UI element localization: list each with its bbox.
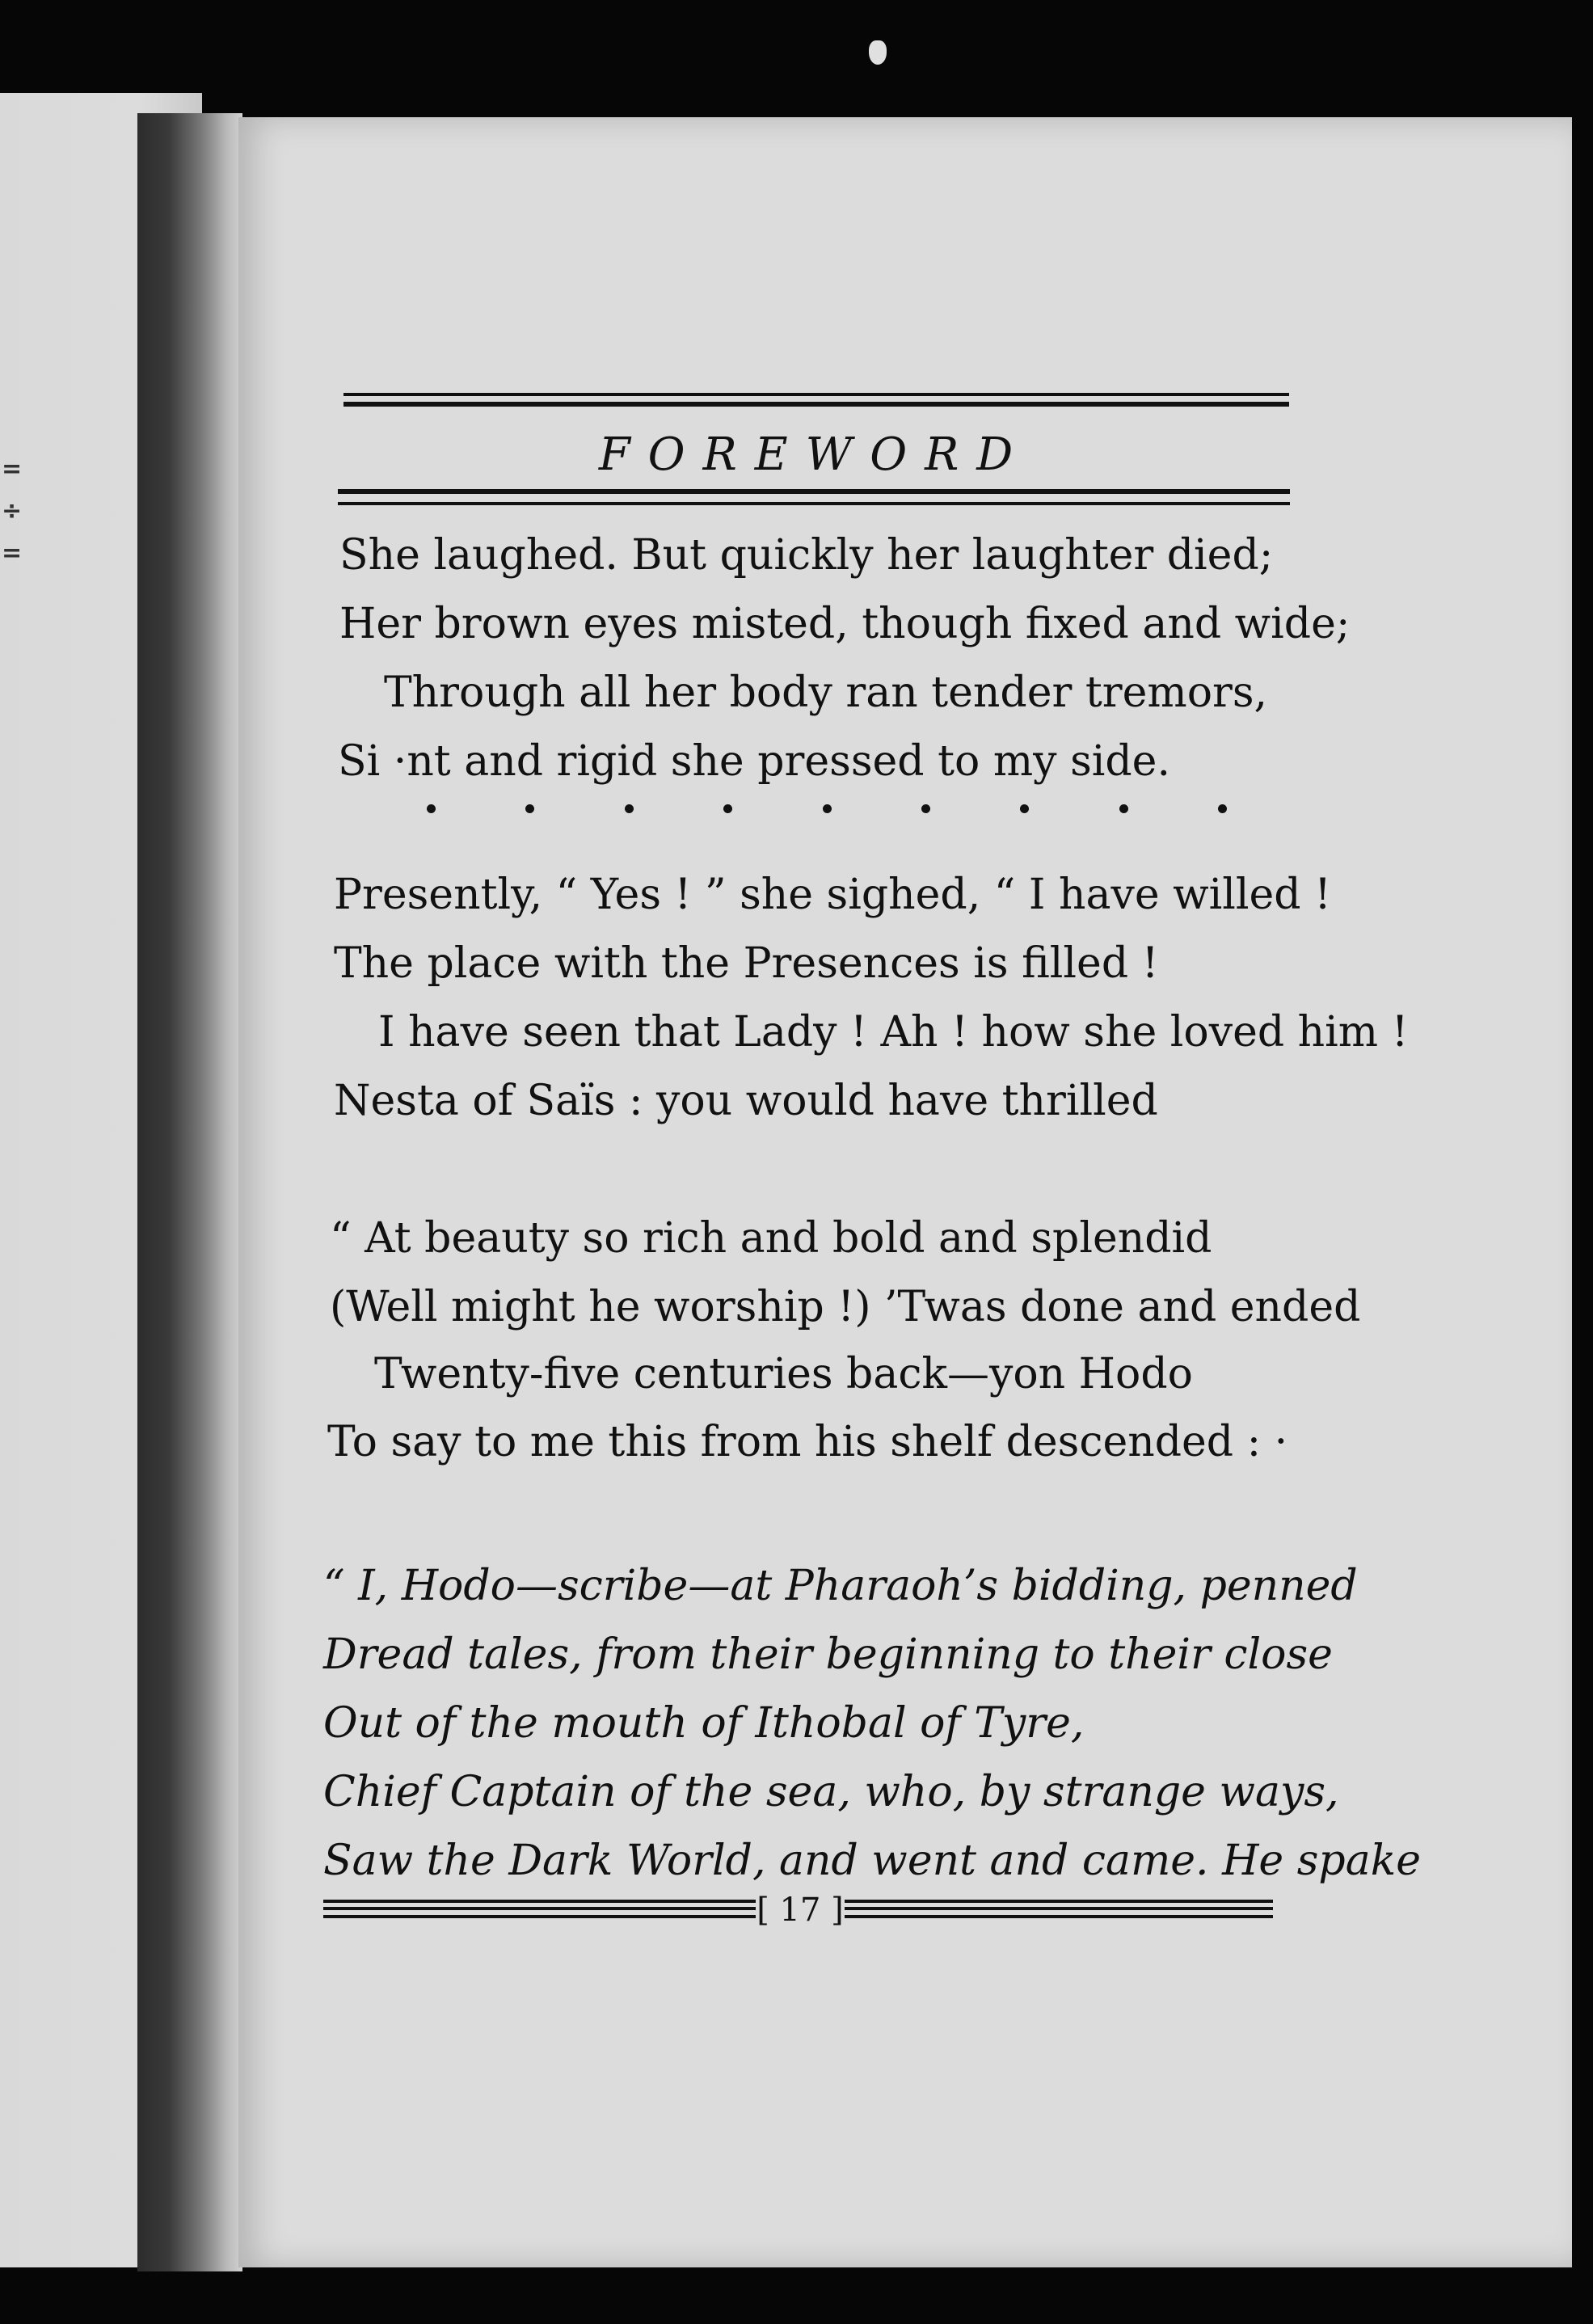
verse-line: Out of the mouth of Ithobal of Tyre,	[323, 1699, 1085, 1748]
verse-line: To say to me this from his shelf descended : ·	[327, 1418, 1288, 1466]
verse-line: I have seen that Lady ! Ah ! how she loved him !	[378, 1008, 1409, 1057]
page-heading: FOREWORD	[598, 428, 1031, 481]
dot	[723, 804, 732, 813]
verse-line: Twenty-five centuries back—yon Hodo	[374, 1350, 1193, 1398]
verse-line: Through all her body ran tender tremors,	[384, 669, 1268, 717]
heading-top-rule	[343, 393, 1289, 409]
verse-line: Nesta of Saïs : you would have thrilled	[334, 1077, 1158, 1125]
verse-line: She laughed. But quickly her laughter died;	[339, 531, 1274, 580]
dot	[1218, 804, 1227, 813]
book-gutter-shadow	[137, 113, 242, 2271]
facing-page-marks: = ÷ =	[2, 455, 23, 567]
dot	[921, 804, 930, 813]
dot	[1020, 804, 1029, 813]
verse-line: “ At beauty so rich and bold and splendid	[330, 1214, 1212, 1263]
dot	[625, 804, 634, 813]
verse-line: “ I, Hodo—scribe—at Pharaoh’s bidding, penned	[323, 1562, 1358, 1610]
dot	[427, 804, 436, 813]
verse-line: Saw the Dark World, and went and came. He spake	[323, 1837, 1421, 1885]
verse-line: Chief Captain of the sea, who, by strange ways,	[323, 1768, 1339, 1816]
heading-bottom-rule	[338, 489, 1290, 510]
verse-line: Dread tales, from their beginning to their close	[323, 1630, 1333, 1679]
verse-line: The place with the Presences is filled !	[334, 939, 1159, 988]
page-number: [ 17 ]	[756, 1886, 845, 1934]
verse-line: Si ·nt and rigid she pressed to my side.	[338, 737, 1170, 786]
ellipsis-dots	[427, 796, 1227, 820]
dot	[1119, 804, 1128, 813]
dot	[823, 804, 832, 813]
verse-line: Her brown eyes misted, though fixed and wide;	[339, 600, 1351, 648]
dot	[525, 804, 534, 813]
scan-blot	[869, 40, 887, 65]
verse-line: (Well might he worship !) ’Twas done and ended	[330, 1283, 1361, 1331]
verse-line: Presently, “ Yes ! ” she sighed, “ I have willed !	[334, 871, 1332, 919]
